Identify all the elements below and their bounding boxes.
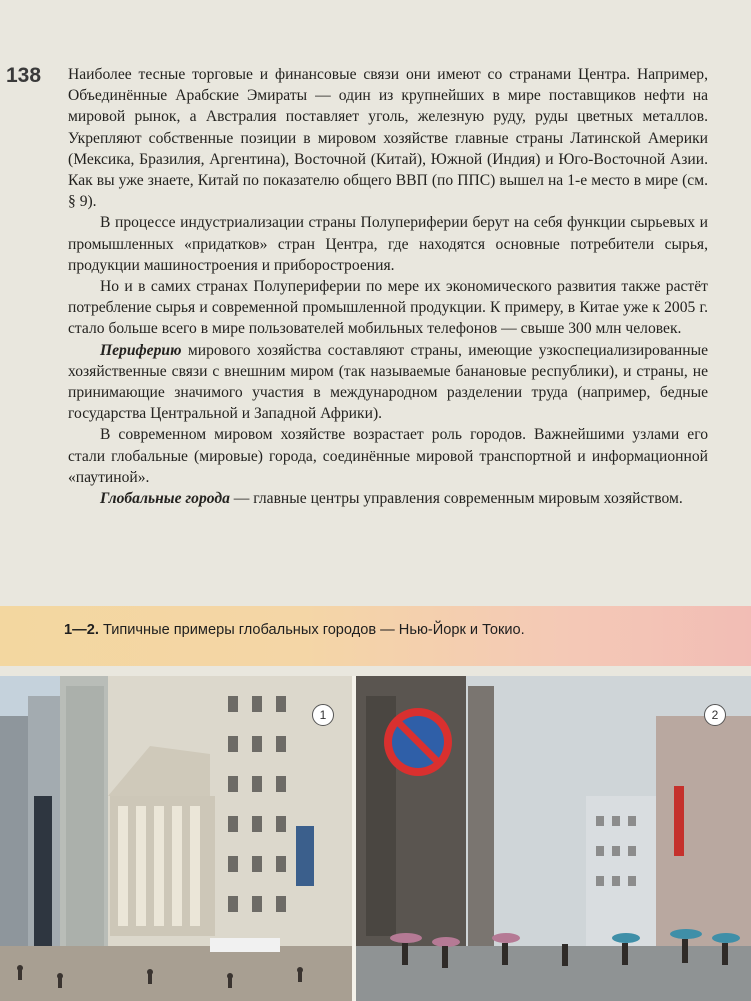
figure-number: 1—2. (64, 622, 99, 638)
term-global-cities: Глобальные города (100, 490, 230, 508)
paragraph-3: Но и в самих странах Полупериферии по мере их экономического развития также растёт потребление сырья и современной промышленной продукции. К примеру, в Китае уже к 2005 г. стало больше всего в мире пользователей мобильных телефонов — свыше 300 млн человек. (68, 278, 708, 338)
paragraph-6 (68, 488, 708, 509)
new-york-illustration (0, 676, 352, 1001)
term-periphery: Периферию (100, 341, 182, 359)
paragraph-2: В процессе индустриализации страны Полупериферии берут на себя функции сырьевых и промышленных «придатков» стран Центра, где находятся основные потребители сырья, продукции машиностроения и приборостроения. (68, 214, 708, 274)
paragraph-1: Наиболее тесные торговые и финансовые связи они имеют со странами Центра. Например, Объединённые Арабские Эмираты — один из крупнейших в мире поставщиков нефти на мировой рынок, а Австралия поставляет уголь, железную руду, руды цветных металлов. Укрепляют собственные позиции в мировом хозяйстве главные страны Латинской Америки (Мексика, Бразилия, Аргентина), Восточной (Китай), Южной (Индия) и Юго-Восточной Азии. Как вы уже знаете, Китай по показателю общего ВВП (по ППС) вышел на 1-е место в мире (см. § 9). (68, 66, 708, 211)
paragraph-4-body: мирового хозяйства составляют страны, имеющие узкоспециализированные хозяйственные связи с внешним миром (так называемые банановые республики), и страны, не принимающие значимого участия в международном разделении труда (например, бедные государства Центральной и Западной Африки). (68, 341, 708, 423)
paragraph-6-body: — главные центры управления современным мировым хозяйством. (229, 490, 683, 508)
paragraph-5: В современном мировом хозяйстве возрастает роль городов. Важнейшими узлами его стали глобальные (мировые) города, соединённые мировой транспортной и информационной «паутиной». (68, 426, 708, 486)
main-text (68, 64, 708, 509)
figure-caption (64, 620, 724, 640)
photo-new-york (0, 676, 352, 1001)
page-number: 138 (6, 64, 42, 87)
paragraph-4 (68, 340, 708, 425)
tokyo-illustration (356, 676, 751, 1001)
photo-badge-1: 1 (312, 704, 334, 726)
photo-tokyo (356, 676, 751, 1001)
figure-caption-text: Типичные примеры глобальных городов — Нью-Йорк и Токио. (102, 622, 525, 638)
photo-badge-2: 2 (704, 704, 726, 726)
